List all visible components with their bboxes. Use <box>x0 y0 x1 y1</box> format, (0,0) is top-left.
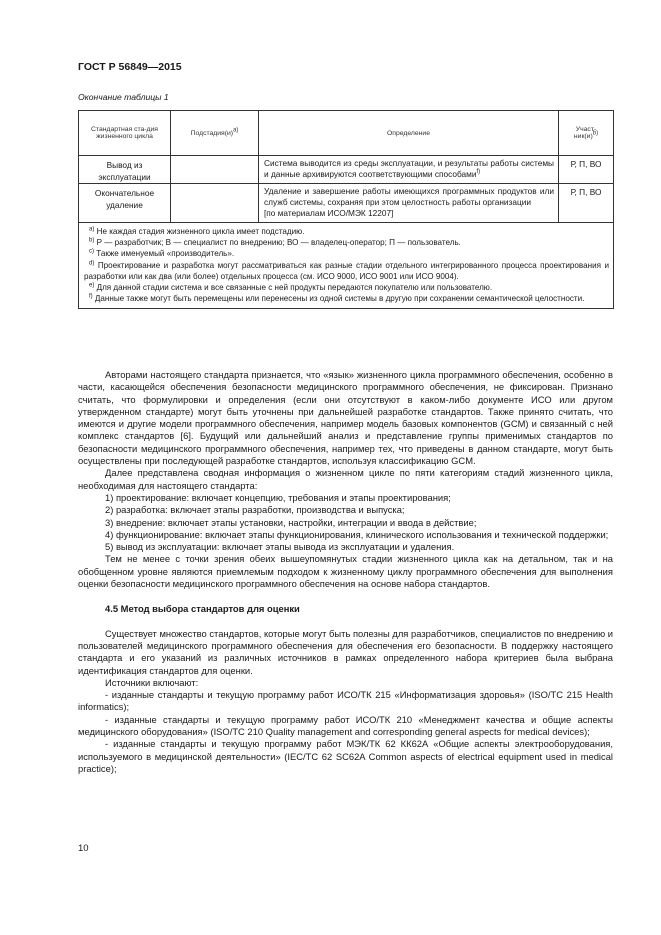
paragraph: Источники включают: <box>105 676 199 688</box>
list-item: 4) функционирование: включает этапы функционирования, клинического использования и технической поддержки; <box>105 528 609 540</box>
table-row <box>79 156 614 184</box>
row-participants: Р, П, ВО <box>559 156 614 184</box>
paragraph: Авторами настоящего стандарта признается, что «язык» жизненного цикла программного обеспечения, особенно в части, касающейся обеспечения безопасности медицинского программного обеспечения, не фиксирован. Признано считать, что формулировки и определения (если они отсутствуют в каком-либо документе ИСО или другом утвержденном стандарте) могут быть уточнены при дальнейшей разработке стандартов. Также принято считать, что имеются и другие модели программного обеспечения, например модель базовых компонентов (GCM) и связанный с ней комплекс стандартов [6]. Будущий или дальнейший анализ и представление группы применимых стандартов по безопасности медицинского программного обеспечения, например тех, что приведены в данном стандарте, могут быть осуществлены при последующей разработке стандартов, используя классификацию GCM. <box>78 369 613 467</box>
paragraph: Тем не менее с точки зрения обеих вышеупомянутых стадии жизненного цикла как на детальном, так и на обобщенном уровне являются приемлемым подходом к жизненному циклу программного обеспечения для выполнения оценки безопасности медицинского программного обеспечения на основе набора стандартов. <box>78 553 613 590</box>
table-note: $^{c)}$ Также именуемый «производитель». <box>89 248 235 259</box>
table-note: $^{a)}$ Не каждая стадия жизненного цикла имеет подстадию. <box>89 225 305 236</box>
row-substage <box>171 184 259 223</box>
col-header-substage: $Подстадия(и)^{a)}$ <box>171 111 259 156</box>
col-header-participants: Участ-$ник(и)^{b)}$ <box>559 111 614 156</box>
paragraph: Существует множество стандартов, которые могут быть полезны для разработчиков, специалистов по внедрению и пользователей медицинского программного обеспечения для обеспечения его безопасности. В поддержку настоящего стандарта и его указаний из различных источников в рамках определенного набора критериев была выбрана идентификация стандартов для оценки. <box>78 627 613 676</box>
section-title: 4.5 Метод выбора стандартов для оценки <box>105 603 300 615</box>
table-note: $^{f)}$ Данные также могут быть перемещены или перенесены из одной системы в другую при сохранении семантической целостности. <box>89 293 585 304</box>
row-substage <box>171 156 259 184</box>
table-note: $^{e)}$ Для данной стадии система и все связанные с ней продукты передаются покупателю или пользователю. <box>89 282 493 293</box>
row-stage: Окончательное удаление <box>79 184 171 223</box>
document-header: ГОСТ Р 56849—2015 <box>78 61 182 73</box>
list-item: 3) внедрение: включает этапы установки, настройки, интеграции и ввода в действие; <box>105 516 477 528</box>
row-definition: Система выводится из среды эксплуатации, и результаты работы системы и данные архивируются соответствующими способами$^{f)}$ <box>259 156 559 184</box>
list-item: 2) разработка: включает этапы разработки, производства и выпуска; <box>105 504 405 516</box>
row-stage: Вывод из эксплуатации <box>79 156 171 184</box>
table-note: $^{d)}$ Проектирование и разработка могут рассматриваться как разные стадии отдельного интегрированного процесса проектирования и разработки или как два (или более) отдельных процесса (см. ИСО 9000, ИСО 9001 или ИСО 9004). <box>84 259 609 281</box>
list-item: 1) проектирование: включает концепцию, требования и этапы проектирования; <box>105 491 451 503</box>
table-note: $^{b)}$ Р — разработчик; В — специалист по внедрению; ВО — владелец-оператор; П — пользователь. <box>89 237 461 247</box>
list-item: - изданные стандарты и текущую программу работ ИСО/ТК 215 «Информатизация здоровья» (ISO/TC 215 Health informatics); <box>78 689 613 713</box>
page-number: 10 <box>78 843 89 854</box>
paragraph: Далее представлена сводная информация о жизненном цикле по пяти категориям стадий жизненного цикла, необходимая для настоящего стандарта: <box>78 467 613 491</box>
row-participants: Р, П, ВО <box>559 184 614 223</box>
list-item: - изданные стандарты и текущую программу работ ИСО/ТК 210 «Менеджмент качества и общие аспекты медицинского оборудования» (ISO/TC 210 Quality management and corresponding general aspects for medical devices); <box>78 713 613 738</box>
col-header-stage: Стандартная ста-дия жизненного цикла <box>79 111 171 156</box>
table-caption: Окончание таблицы 1 <box>78 92 169 102</box>
table-header-row <box>79 111 614 156</box>
list-item: 5) вывод из эксплуатации: включает этапы вывода из эксплуатации и удаления. <box>105 541 455 553</box>
row-definition: Удаление и завершение работы имеющихся программных продуктов или служб системы, сохраняя при этом целостность работы организации [по материалам ИСО/МЭК 12207] <box>259 184 559 223</box>
list-item: - изданные стандарты и текущую программу работ МЭК/ТК 62 КК62А «Общие аспекты электрооборудования, используемого в медицинской деятельности» (IEC/TC 62 SC62A Common aspects of electrical equipment used in medical practice); <box>78 738 613 774</box>
col-header-definition: Определение <box>259 111 559 156</box>
body-text <box>78 369 613 775</box>
table-notes-row <box>79 222 614 308</box>
table-notes <box>79 222 614 308</box>
table-row <box>79 184 614 223</box>
lifecycle-table <box>78 110 614 309</box>
